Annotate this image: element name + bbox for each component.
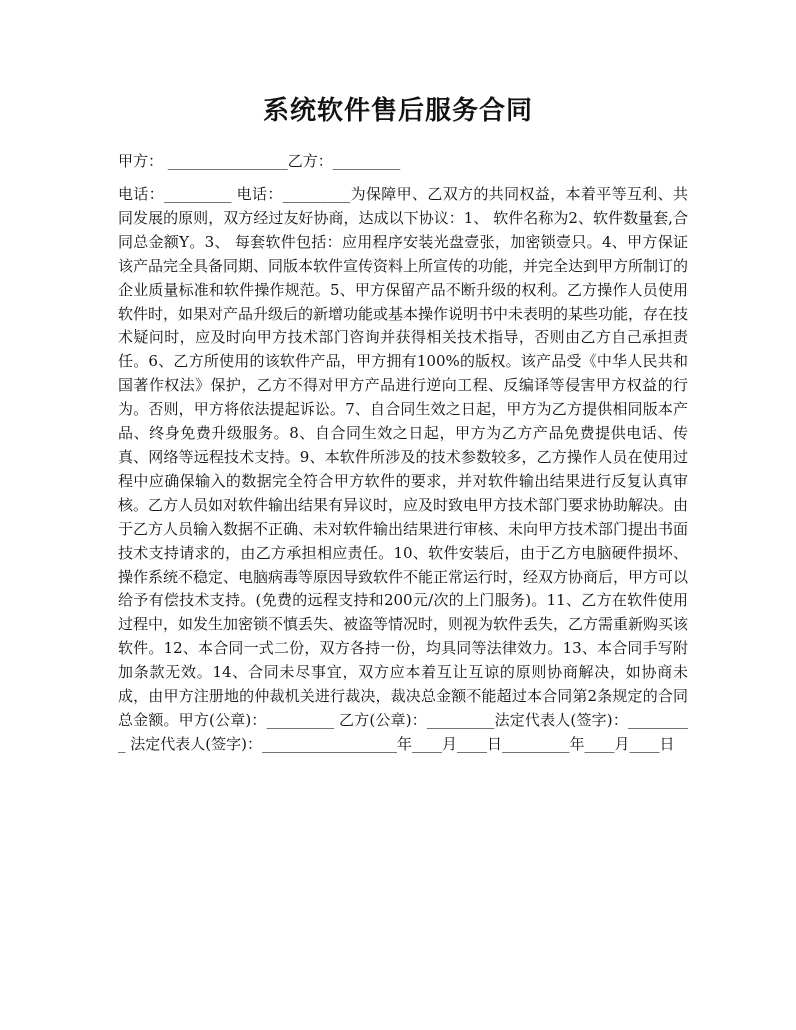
parties-line: 甲方： ________________乙方：_________ [118,152,401,170]
document-title: 系统软件售后服务合同 [262,96,533,126]
contract-body: 电话：_________ 电话：_________为保障甲、乙双方的共同权益，本着平等互利、共同发展的原则，双方经过友好协商，达成以下协议：1、 软件名称为2、软件数量套,合同总金额Y。3、 每套软件包括：应用程序安装光盘壹张，加密锁壹只。4、甲方保证该产品完全具备同期、同版本软件宣传资料上所宣传的功能，并完全达到甲方所制订的企业质量标准和软件操作规范。5、甲方保留产品不断升级的权利。乙方操作人员使用软件时，如果对产品升级后的新增功能或基本操作说明书中未表明的某些功能，存在技术疑问时，应及时向甲方技术部门咨询并获得相关技术指导，否则由乙方自己承担责任。6、乙方所使用的该软件产品，甲方拥有100%的版权。该产品受《中华人民共和国著作权法》保护，乙方不得对甲方产品进行逆向工程、反编译等侵害甲方权益的行为。否则，甲方将依法提起诉讼。7、自合同生效之日起，甲方为乙方提供相同版本产品、终身免费升级服务。8、自合同生效之日起，甲方为乙方产品免费提供电话、传真、网络等远程技术支持。9、本软件所涉及的技术参数较多，乙方操作人员在使用过程中应确保输入的数据完全符合甲方软件的要求，并对软件输出结果进行反复认真审核。乙方人员如对软件输出结果有异议时，应及时致电甲方技术部门要求协助解决。由于乙方人员输入数据不正确、未对软件输出结果进行审核、未向甲方技术部门提出书面技术支持请求的，由乙方承担相应责任。10、软件安装后，由于乙方电脑硬件损坏、操作系统不稳定、电脑病毒等原因导致软件不能正常运行时，经双方协商后，甲方可以给予有偿技术支持。(免费的远程支持和200元/次的上门服务)。11、乙方在软件使用过程中，如发生加密锁不慎丢失、被盗等情况时，则视为软件丢失，乙方需重新购买该软件。12、本合同一式二份，双方各持一份，均具同等法律效力。13、本合同手写附加条款无效。14、合同未尽事宜，双方应本着互让互谅的原则协商解决，如协商未成，由甲方注册地的仲裁机关进行裁决，裁决总金额不能超过本合同第2条规定的合同总金额。甲方(公章)：_________ 乙方(公章)：_________法定代表人(签字)：_________ 法定代表人(签字)：__________________年____月____日_________年____月____日 [118,185,689,753]
